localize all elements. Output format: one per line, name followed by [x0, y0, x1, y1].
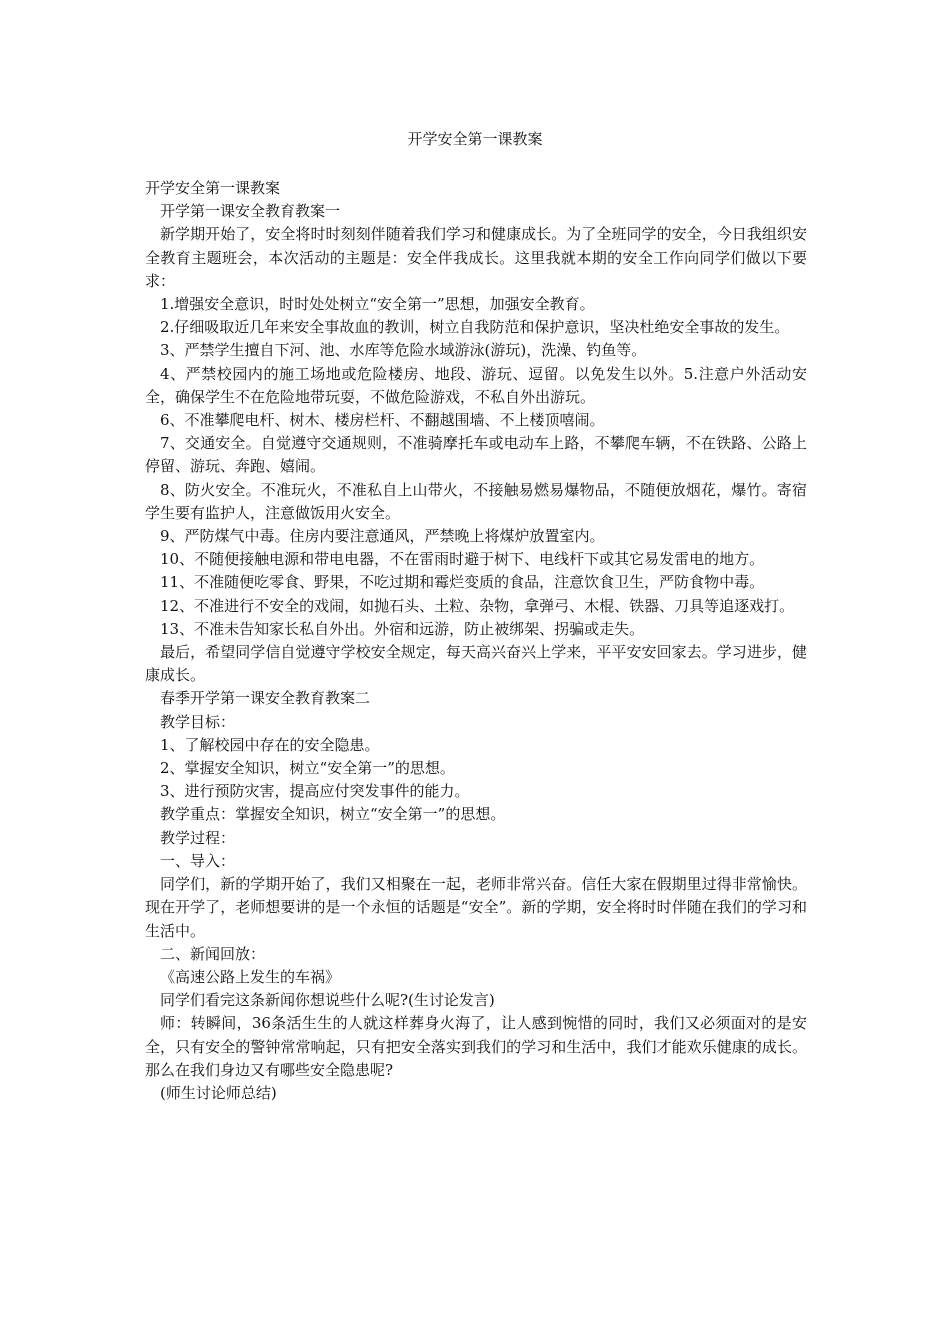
subheading: 一、导入： [160, 851, 236, 870]
paragraph: 同学们，新的学期开始了，我们又相聚在一起，老师非常兴奋。信任大家在假期里过得非常愉快。现在开学了，老师想要讲的是一个永恒的话题是“安全”。新的学期，安全将时时伴随在我们的学习和生活中。 [145, 875, 807, 940]
paragraph: 师：转瞬间，36条活生生的人就这样葬身火海了，让人感到惋惜的同时，我们又必须面对的是安全，只有安全的警钟常常响起，只有把安全落实到我们的学习和生活中，我们才能欢乐健康的成长。那么在我们身边又有哪些安全隐患呢? [145, 1014, 807, 1079]
list-item: 12、不准进行不安全的戏闹，如抛石头、土粒、杂物，拿弹弓、木棍、铁器、刀具等追逐戏打。 [160, 596, 795, 615]
paragraph: 最后，希望同学信自觉遵守学校安全规定，每天高兴奋兴上学来，平平安安回家去。学习进步，健康成长。 [145, 643, 807, 685]
list-item: 4、严禁校园内的施工场地或危险楼房、地段、游玩、逗留。以免发生以外。5.注意户外活动安全，确保学生不在危险地带玩耍，不做危险游戏，不私自外出游玩。 [145, 364, 807, 406]
list-item: 3、进行预防灾害，提高应付突发事件的能力。 [160, 782, 470, 801]
paragraph: 《高速公路上发生的车祸》 [160, 967, 341, 986]
subheading: 教学目标： [160, 712, 236, 731]
paragraph: 教学重点：掌握安全知识，树立“安全第一”的思想。 [160, 805, 506, 824]
document-body [145, 177, 807, 1105]
subheading: 教学过程： [160, 828, 236, 847]
list-item: 11、不准随便吃零食、野果，不吃过期和霉烂变质的食品，注意饮食卫生，严防食物中毒。 [160, 573, 765, 592]
page-title: 开学安全第一课教案 [407, 130, 543, 148]
list-item: 6、不准攀爬电杆、树木、楼房栏杆、不翻越围墙、不上楼顶嘻闹。 [160, 411, 605, 430]
list-item: 2、掌握安全知识，树立“安全第一”的思想。 [160, 759, 455, 778]
list-item: 3、严禁学生擅自下河、池、水库等危险水域游泳(游玩)，洗澡、钓鱼等。 [160, 341, 647, 360]
section-heading: 春季开学第一课安全教育教案二 [160, 689, 371, 708]
list-item: 8、防火安全。不准玩火，不准私自上山带火，不接触易燃易爆物品，不随便放烟花，爆竹。寄宿学生要有监护人，注意做饭用火安全。 [145, 480, 807, 522]
list-item: 1.增强安全意识，时时处处树立“安全第一”思想，加强安全教育。 [160, 295, 595, 314]
list-item: 1、了解校园中存在的安全隐患。 [160, 735, 380, 754]
paragraph: 新学期开始了，安全将时时刻刻伴随着我们学习和健康成长。为了全班同学的安全，今日我组织安全教育主题班会，本次活动的主题是：安全伴我成长。这里我就本期的安全工作向同学们做以下要求： [145, 225, 807, 290]
doc-heading: 开学安全第一课教案 [145, 179, 281, 197]
list-item: 7、交通安全。自觉遵守交通规则，不准骑摩托车或电动车上路，不攀爬车辆，不在铁路、公路上停留、游玩、奔跑、嬉闹。 [145, 434, 807, 476]
list-item: 9、严防煤气中毒。住房内要注意通风，严禁晚上将煤炉放置室内。 [160, 527, 605, 546]
list-item: 10、不随便接触电源和带电电器，不在雷雨时避于树下、电线杆下或其它易发雷电的地方。 [160, 550, 765, 569]
section-heading: 开学第一课安全教育教案一 [160, 202, 341, 221]
list-item: 13、不准未告知家长私自外出。外宿和远游，防止被绑架、拐骗或走失。 [160, 619, 645, 638]
subheading: 二、新闻回放： [160, 944, 266, 963]
paragraph: 同学们看完这条新闻你想说些什么呢?(生讨论发言) [160, 991, 495, 1010]
list-item: 2.仔细吸取近几年来安全事故血的教训，树立自我防范和保护意识，坚决杜绝安全事故的发生。 [160, 318, 790, 337]
paragraph: (师生讨论师总结) [160, 1083, 277, 1102]
